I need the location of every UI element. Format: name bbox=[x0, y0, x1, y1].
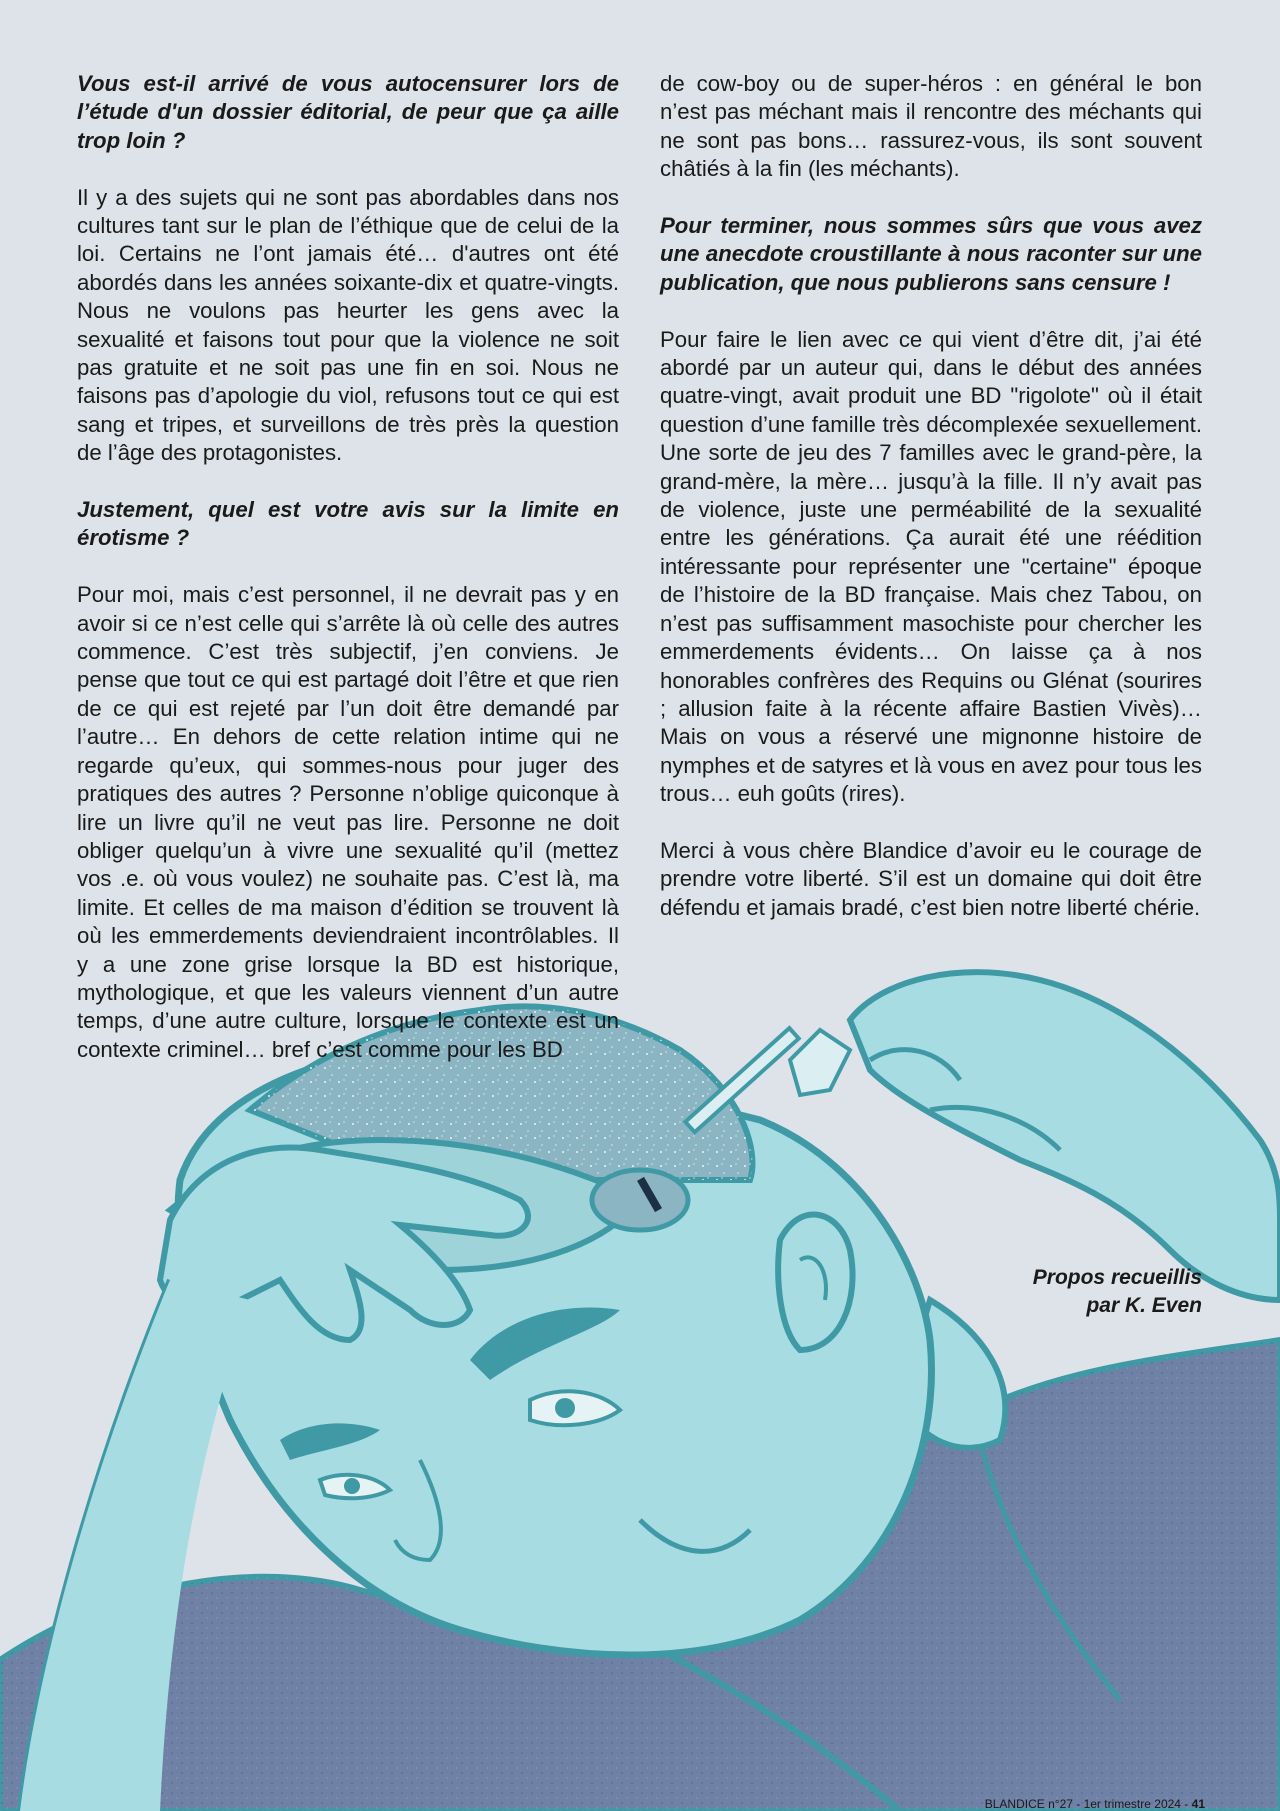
footer-issue: BLANDICE n°27 - 1er trimestre 2024 - bbox=[984, 1797, 1192, 1811]
question-autocensure: Vous est-il arrivé de vous autocensurer lors de l’étude d'un dossier éditorial, de peur que ça aille trop loin ? bbox=[77, 71, 619, 153]
answer-limite-erotisme: Pour moi, mais c’est personnel, il ne devrait pas y en avoir si ce n’est celle qui s’arrête là où celle des autres commence. C’est très subjectif, j’en conviens. Je pense que tout ce qui est partagé doit l’être et que rien de ce qui est rejeté par l’un doit être demandé par l’autre… En dehors de cette relation intime qui ne regarde qu’eux, qui sommes-nous pour juger des pratiques des autres ? Personne n’oblige quiconque à lire un livre qu’il ne veut pas lire. Personne ne doit obliger quelqu’un à vivre une sexualité qu’il (mettez vos .e. où vous voulez) ne souhaite pas. C’est là, ma limite. Et celles de ma maison d’édition se trouvent là où les emmerdements deviendraient incontrôlables. Il y a une zone grise lorsque la BD est historique, mythologique, et que les valeurs viennent d’un autre temps, d’une autre culture, lorsque le contexte est un contexte criminel… bref c’est comme pour les BD bbox=[77, 582, 619, 1062]
hand-icon-right bbox=[850, 972, 1280, 1300]
page-number: 41 bbox=[1191, 1797, 1205, 1811]
answer-limite-erotisme-continued: de cow-boy ou de super-héros : en général le bon n’est pas méchant mais il rencontre des méchants qui ne sont pas bons… rassurez-vous, ils sont souvent châtiés à la fin (les méchants). bbox=[660, 71, 1202, 182]
interview-credit bbox=[1033, 1264, 1202, 1320]
question-limite-erotisme: Justement, quel est votre avis sur la limite en érotisme ? bbox=[77, 497, 619, 551]
closing-thanks: Merci à vous chère Blandice d’avoir eu le courage de prendre votre liberté. S’il est un domaine qui doit être défendu et jamais bradé, c’est bien notre liberté chérie. bbox=[660, 837, 1202, 920]
page-footer bbox=[985, 1798, 1205, 1810]
credit-line-1: Propos recueillis bbox=[1032, 1266, 1202, 1289]
answer-anecdote: Pour faire le lien avec ce qui vient d’être dit, j’ai été abordé par un auteur qui, dans le début des années quatre-vingt, avait produit une BD "rigolote" où il était question d’une famille très décomplexée sexuellement. Une sorte de jeu des 7 familles avec le grand-père, la grand-mère, la mère… jusqu’à la fille. Il n’y avait pas de violence, juste une perméabilité de la sexualité entre les générations. Ça aurait été une réédition intéressante pour représenter une "certaine" époque de l’histoire de la BD française. Mais chez Tabou, on n’est pas suffisamment masochiste pour chercher les emmerdements évidents… On laisse ça à nos honorables confrères des Requins ou Glénat (sourires ; allusion faite à la récente affaire Bastien Vivès)… Mais on vous a réservé une mignonne histoire de nymphes et de satyres et là vous en avez pour tous les trous… euh goûts (rires). bbox=[660, 326, 1202, 807]
question-anecdote: Pour terminer, nous sommes sûrs que vous avez une anecdote croustillante à nous raconter sur une publication, que nous publierons sans censure ! bbox=[660, 213, 1202, 295]
answer-autocensure: Il y a des sujets qui ne sont pas abordables dans nos cultures tant sur le plan de l’éthique que de celui de la loi. Certains ne l’ont jamais été… d'autres ont été abordés dans les années soixante-dix et quatre-vingts. Nous ne voulons pas heurter les gens avec la sexualité et faisons tout pour que la violence ne soit pas gratuite et ne soit pas une fin en soi. Nous ne faisons pas d’apologie du viol, refusons tout ce qui est sang et tripes, et surveillons de très près la question de l’âge des protagonistes. bbox=[77, 184, 619, 466]
left-column bbox=[77, 70, 619, 1093]
keyhole-icon bbox=[592, 1170, 688, 1230]
right-column bbox=[660, 70, 1202, 951]
credit-line-2: par K. Even bbox=[1086, 1294, 1202, 1317]
